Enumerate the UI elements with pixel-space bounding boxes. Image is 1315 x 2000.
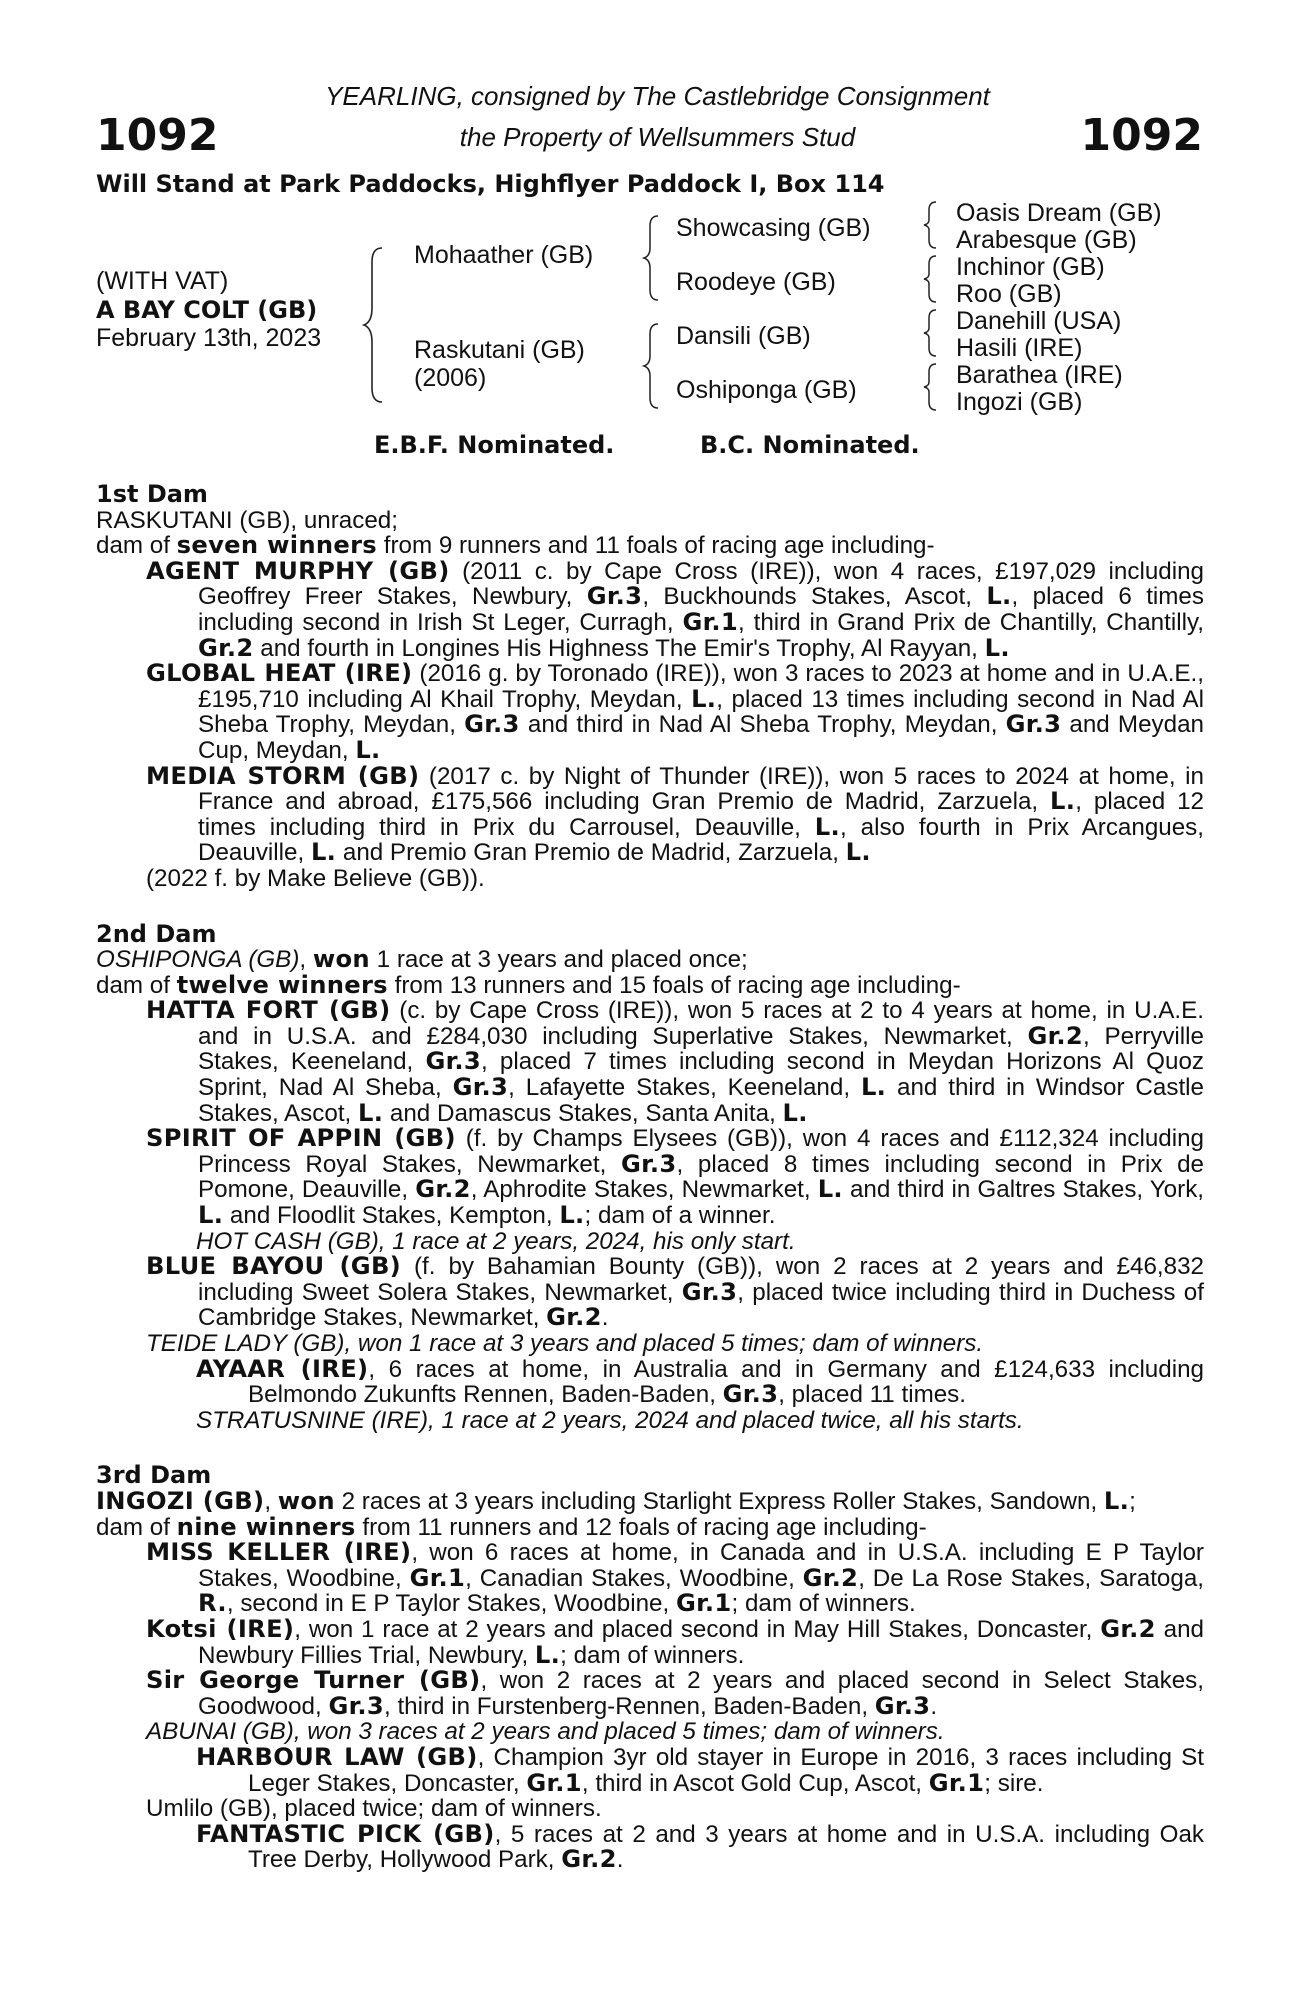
first-dam-entry: MEDIA STORM (GB) (2017 c. by Night of Thunder (IRE)), won 5 races to 2024 at home, in France and abroad, £175,566 including Gran Premio de Madrid, Zarzuela, L., placed 12 times including third in Prix du Carrousel, Deauville, L., also fourth in Prix Arcangues, Deauville, L. and Premio Gran Premio de Madrid, Zarzuela, L. [146,761,1205,867]
horse-name: Kotsi (IRE) [146,1614,295,1643]
horse-name: HATTA FORT (GB) [146,996,391,1025]
granddam-2: Roo (GB) [956,280,1062,308]
first-dam-heading: 1st Dam [96,480,208,508]
grandsire-1: Oasis Dream (GB) [956,199,1162,227]
horse-name: AYAAR (IRE) [196,1354,369,1383]
second-dam-heading: 2nd Dam [96,919,217,948]
dam-year: (2006) [414,364,487,392]
consignor-line: YEARLING, consigned by The Castlebridge Consignment [325,81,990,111]
third-dam-entry: Umlilo (GB), placed twice; dam of winners. [146,1795,602,1823]
granddam-1: Arabesque (GB) [956,226,1137,254]
third-dam-entry: MISS KELLER (IRE), won 6 races at home, in Canada and in U.S.A. including E P Taylor Stakes, Woodbine, Gr.1, Canadian Stakes, Woodbine, Gr.2, De La Rose Stakes, Saratoga, R., second in E P Taylor Stakes, Woodbine, Gr.1; dam of winners. [146,1538,1204,1618]
pedigree-bracket-main [360,240,390,410]
foaling-date: February 13th, 2023 [96,324,322,352]
horse-name: BLUE BAYOU (GB) [146,1252,402,1281]
third-dam-line: INGOZI (GB), won 2 races at 3 years including Starlight Express Roller Stakes, Sandown, L.; [96,1486,1136,1515]
second-dam-subentry: HOT CASH (GB), 1 race at 2 years, 2024, his only start. [196,1227,796,1255]
horse-name: MISS KELLER (IRE) [146,1538,412,1567]
second-dam-entry: HATTA FORT (GB) (c. by Cape Cross (IRE)), won 5 races at 2 to 4 years at home, in U.A.E. and in U.S.A. and £284,030 including Superlative Stakes, Newmarket, Gr.2, Perryville Stakes, Keeneland, Gr.3, placed 7 times including second in Meydan Horizons Al Quoz Sprint, Nad Al Sheba, Gr.3, Lafayette Stakes, Keeneland, L. and third in Windsor Castle Stakes, Ascot, L. and Damascus Stakes, Santa Anita, L. [146,996,1204,1127]
grandsire-4: Barathea (IRE) [956,361,1123,389]
first-dam-entry: AGENT MURPHY (GB) (2011 c. by Cape Cross (IRE)), won 4 races, £197,029 including Geoffrey Freer Stakes, Newbury, Gr.3, Buckhounds Stakes, Ascot, L., placed 6 times including second in Irish St Leger, Curragh, Gr.1, third in Grand Prix de Chantilly, Chantilly, Gr.2 and fourth in Longines His Highness The Emir's Trophy, Al Rayyan, L. [146,556,1204,662]
third-dam-subentry: HARBOUR LAW (GB), Champion 3yr old stayer in Europe in 2016, 3 races including St Leger Stakes, Doncaster, Gr.1, third in Ascot Gold Cup, Ascot, Gr.1; sire. [196,1742,1204,1797]
second-dam-subentry: AYAAR (IRE), 6 races at home, in Australia and in Germany and £124,633 including Belmondo Zukunfts Rennen, Baden-Baden, Gr.3, placed 11 times. [196,1354,1204,1409]
dam-dam: Oshiponga (GB) [676,376,857,404]
first-dam-entry: (2022 f. by Make Believe (GB)). [146,864,485,892]
lot-number-right: 1092 [1080,110,1203,161]
vat-label: (WITH VAT) [96,267,229,295]
granddam-4: Ingozi (GB) [956,388,1083,416]
horse-name: HARBOUR LAW (GB) [196,1742,478,1771]
second-dam-entry: SPIRIT OF APPIN (GB) (f. by Champs Elysees (GB)), won 4 races and £112,324 including Princess Royal Stakes, Newmarket, Gr.3, placed 8 times including second in Prix de Pomone, Deauville, Gr.2, Aphrodite Stakes, Newmarket, L. and third in Galtres Stakes, York, L. and Floodlit Stakes, Kempton, L.; dam of a winner. [146,1124,1205,1230]
lot-number-left: 1092 [96,110,219,161]
first-dam-entry: GLOBAL HEAT (IRE) (2016 g. by Toronado (IRE)), won 3 races to 2023 at home and in U.A.E., £195,710 including Al Khail Trophy, Meydan, L., placed 13 times including second in Nad Al Sheba Trophy, Meydan, Gr.3 and third in Nad Al Sheba Trophy, Meydan, Gr.3 and Meydan Cup, Meydan, L. [146,659,1204,764]
dam-sire: Dansili (GB) [676,322,811,350]
second-dam-entry: TEIDE LADY (GB), won 1 race at 3 years and placed 5 times; dam of winners. [146,1330,984,1357]
third-dam-entry: Sir George Turner (GB), won 2 races at 2 years and placed second in Select Stakes, Goodwood, Gr.3, third in Furstenberg-Rennen, Baden-Baden, Gr.3. [146,1666,1204,1720]
second-dam-produce: dam of twelve winners from 13 runners and 15 foals of racing age including- [96,970,961,999]
horse-name: Sir George Turner (GB) [146,1666,481,1695]
pedigree-bracket-dam [640,320,664,410]
horse-name: MEDIA STORM (GB) [146,761,420,790]
third-dam-produce: dam of nine winners from 11 runners and 12 foals of racing age including- [96,1512,927,1541]
second-dam-subentry: STRATUSNINE (IRE), 1 race at 2 years, 2024 and placed twice, all his starts. [196,1406,1024,1434]
pedigree-bracket-sire [640,212,664,302]
dam-notes [96,482,1204,1873]
horse-name: SPIRIT OF APPIN (GB) [146,1124,456,1153]
third-dam-entry: ABUNAI (GB), won 3 races at 2 years and placed 5 times; dam of winners. [146,1718,945,1746]
third-dam-subentry: FANTASTIC PICK (GB), 5 races at 2 and 3 years at home and in U.S.A. including Oak Tree Derby, Hollywood Park, Gr.2. [196,1819,1204,1874]
sire-sire: Showcasing (GB) [676,214,871,242]
grandsire-3: Danehill (USA) [956,307,1122,335]
pedigree-brackets-grand [920,200,942,420]
property-line: the Property of Wellsummers Stud [459,122,856,152]
horse-name: A BAY COLT (GB) [96,296,318,324]
stand-location: Will Stand at Park Paddocks, Highflyer Paddock I, Box 114 [96,170,885,198]
dam: Raskutani (GB) [414,336,585,364]
sire-dam: Roodeye (GB) [676,268,836,296]
ebf-nomination: E.B.F. Nominated. [374,431,615,459]
third-dam-entry: Kotsi (IRE), won 1 race at 2 years and placed second in May Hill Stakes, Doncaster, Gr.2 and Newbury Fillies Trial, Newbury, L.; dam of winners. [146,1614,1204,1669]
horse-name: FANTASTIC PICK (GB) [196,1819,495,1848]
sire: Mohaather (GB) [414,241,594,269]
horse-name: GLOBAL HEAT (IRE) [146,659,413,688]
second-dam-entry: BLUE BAYOU (GB) (f. by Bahamian Bounty (GB)), won 2 races at 2 years and £46,832 including Sweet Solera Stakes, Newmarket, Gr.3, placed twice including third in Duchess of Cambridge Stakes, Newmarket, Gr.2. [146,1252,1204,1332]
second-dam-line: OSHIPONGA (GB), won 1 race at 3 years and placed once; [96,945,748,974]
granddam-3: Hasili (IRE) [956,334,1083,362]
third-dam-heading: 3rd Dam [96,1461,212,1490]
first-dam-line: RASKUTANI (GB), unraced; [96,506,398,534]
bc-nomination: B.C. Nominated. [700,431,920,459]
grandsire-2: Inchinor (GB) [956,253,1105,281]
first-dam-produce: dam of seven winners from 9 runners and 11 foals of racing age including- [96,531,935,560]
horse-name: AGENT MURPHY (GB) [146,556,450,585]
